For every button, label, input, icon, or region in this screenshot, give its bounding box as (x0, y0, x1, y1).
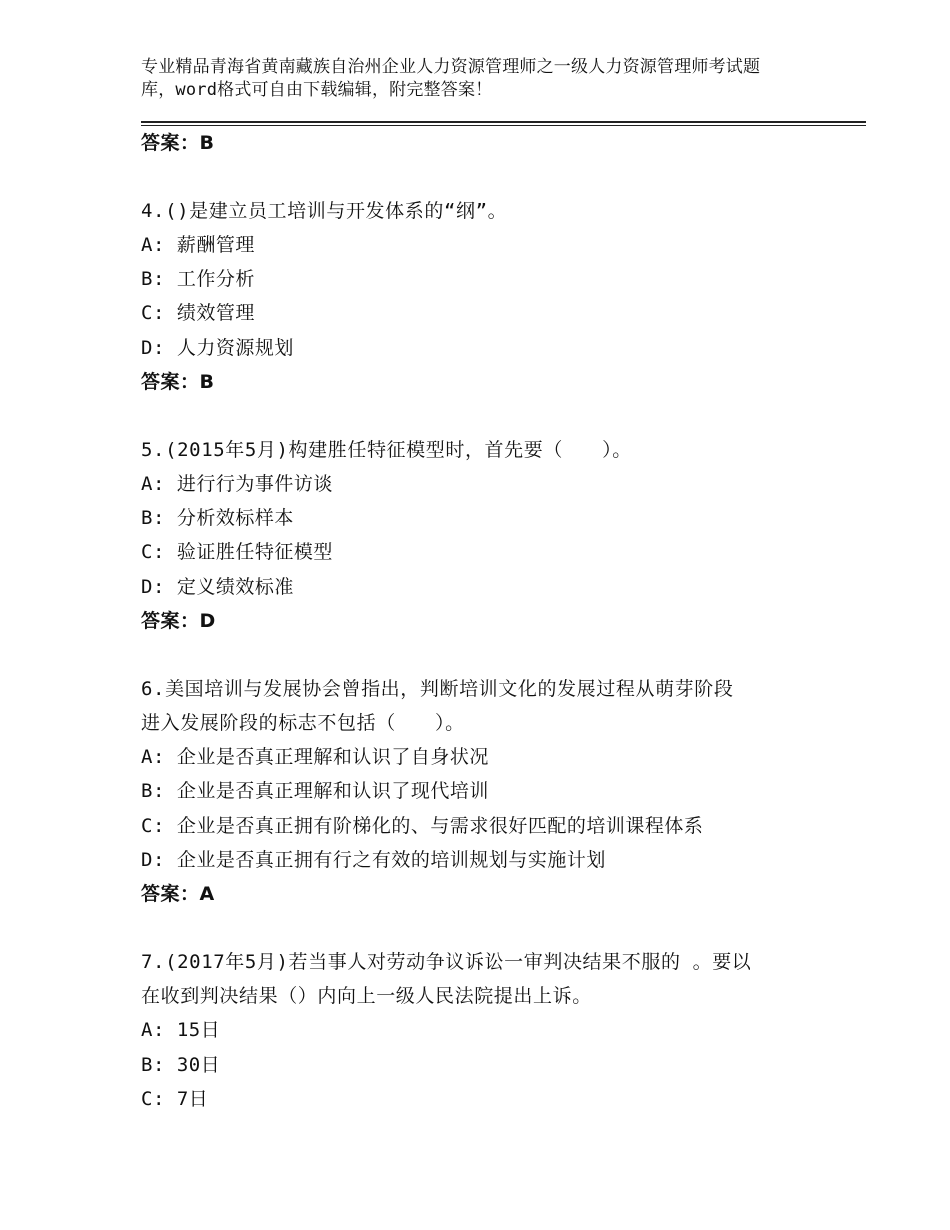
question-6-stem-line-1: 6.美国培训与发展协会曾指出，判断培训文化的发展过程从萌芽阶段 (141, 678, 734, 700)
question-4-option-d: D: 人力资源规划 (141, 337, 294, 359)
previous-answer: 答案：B (141, 132, 215, 154)
question-4-option-a: A: 薪酬管理 (141, 234, 255, 256)
question-6-stem-line-2: 进入发展阶段的标志不包括（ ）。 (141, 712, 465, 734)
header-rule-thin (141, 125, 866, 126)
question-7-option-a: A: 15日 (141, 1019, 221, 1041)
question-5-option-b: B: 分析效标样本 (141, 507, 294, 529)
question-5-stem: 5.(2015年5月)构建胜任特征模型时，首先要（ ）。 (141, 439, 632, 461)
header-rule-thick (141, 121, 866, 123)
question-5-option-a: A: 进行行为事件访谈 (141, 473, 333, 495)
document-header (141, 56, 831, 102)
question-5-option-d: D: 定义绩效标准 (141, 576, 294, 598)
question-4-option-b: B: 工作分析 (141, 268, 255, 290)
question-5-option-c: C: 验证胜任特征模型 (141, 541, 333, 563)
question-4-option-c: C: 绩效管理 (141, 302, 255, 324)
question-7-option-c: C: 7日 (141, 1088, 209, 1110)
question-4-stem: 4.()是建立员工培训与开发体系的“纲”。 (141, 200, 508, 222)
question-6-option-a: A: 企业是否真正理解和认识了自身状况 (141, 746, 489, 768)
question-6-answer: 答案：A (141, 883, 215, 905)
header-line-2: 库，word格式可自由下载编辑，附完整答案！ (141, 80, 493, 100)
question-7-option-b: B: 30日 (141, 1054, 221, 1076)
question-7-stem-line-2: 在收到判决结果（）内向上一级人民法院提出上诉。 (141, 985, 592, 1007)
question-5-answer: 答案：D (141, 610, 216, 632)
question-6-option-b: B: 企业是否真正理解和认识了现代培训 (141, 780, 489, 802)
question-7-stem-line-1: 7.(2017年5月)若当事人对劳动争议诉讼一审判决结果不服的 。要以 (141, 951, 752, 973)
question-6-option-d: D: 企业是否真正拥有行之有效的培训规划与实施计划 (141, 849, 606, 871)
header-line-1: 专业精品青海省黄南藏族自治州企业人力资源管理师之一级人力资源管理师考试题 (141, 57, 761, 77)
question-6-option-c: C: 企业是否真正拥有阶梯化的、与需求很好匹配的培训课程体系 (141, 815, 704, 837)
question-4-answer: 答案：B (141, 371, 215, 393)
